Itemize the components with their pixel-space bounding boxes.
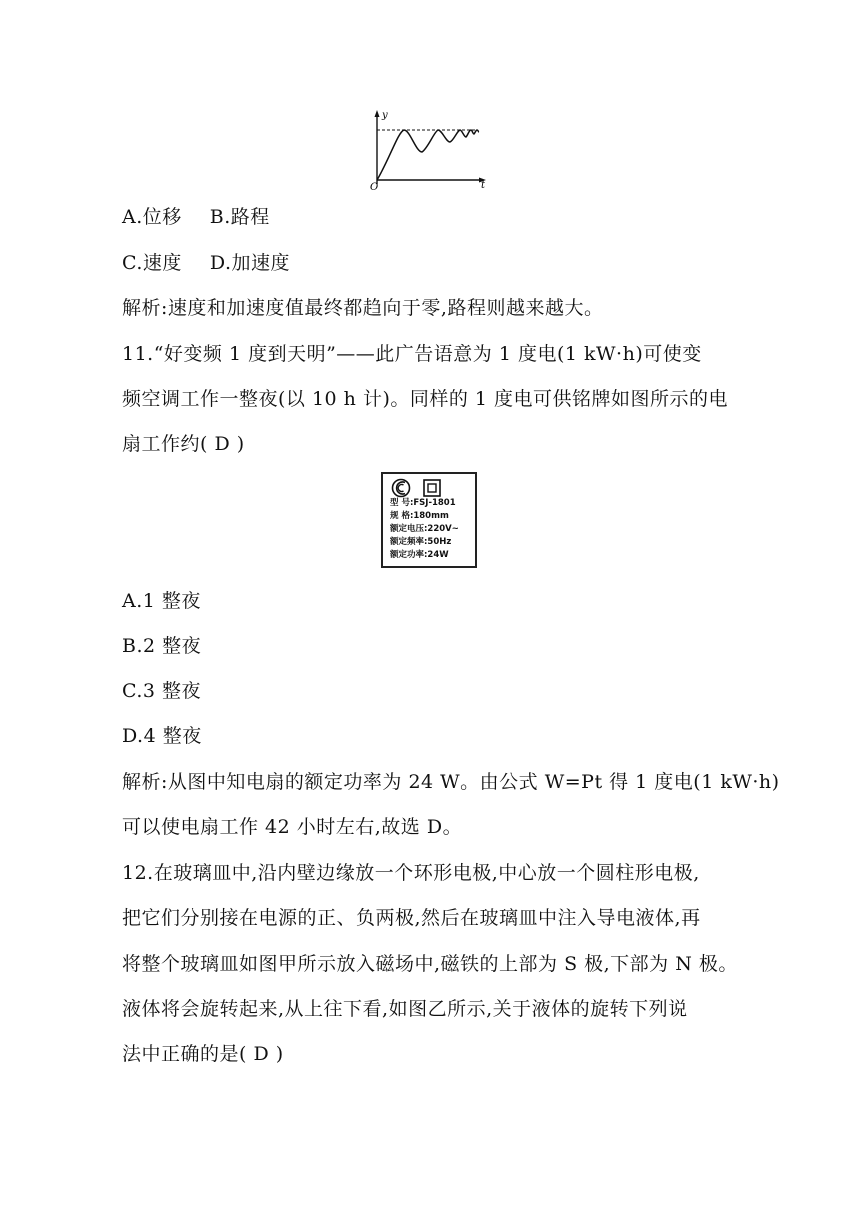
q11-option-a: A.1 整夜 [122, 590, 201, 612]
nameplate-size: 规 格:180mm [390, 511, 449, 521]
q12-stem-line4: 液体将会旋转起来,从上往下看,如图乙所示,关于液体的旋转下列说 [122, 998, 688, 1020]
y-axis-label: y [382, 110, 388, 121]
q10-option-a: A.位移 [122, 206, 182, 228]
q12-stem-line3: 将整个玻璃皿如图甲所示放入磁场中,磁铁的上部为 S 极,下部为 N 极。 [122, 953, 738, 975]
q11-option-b: B.2 整夜 [122, 635, 202, 657]
q11-analysis-line1: 解析:从图中知电扇的额定功率为 24 W。由公式 W=Pt 得 1 度电(1 kW·h) [122, 771, 780, 793]
q11-analysis-line2: 可以使电扇工作 42 小时左右,故选 D。 [122, 816, 463, 838]
displacement-graph [366, 108, 492, 190]
nameplate-model: 型 号:FSJ-1801 [390, 498, 456, 508]
q10-option-b: B.路程 [209, 206, 270, 228]
q10-option-d: D.加速度 [209, 252, 291, 274]
q12-stem-line1: 12.在玻璃皿中,沿内壁边缘放一个环形电极,中心放一个圆柱形电极, [122, 862, 700, 884]
y-axis-arrow [375, 110, 380, 117]
origin-label: O [370, 182, 379, 190]
q11-stem-line3: 扇工作约( D ) [122, 433, 245, 455]
nameplate-frequency: 额定频率:50Hz [390, 537, 452, 547]
curve [377, 130, 479, 180]
q10-options-cd [122, 251, 290, 275]
q12-stem-line2: 把它们分别接在电源的正、负两极,然后在玻璃皿中注入导电液体,再 [122, 907, 701, 929]
q11-stem-line1: 11.“好变频 1 度到天明”——此广告语意为 1 度电(1 kW·h)可使变 [122, 343, 702, 365]
q10-option-c: C.速度 [122, 252, 182, 274]
q10-analysis: 解析:速度和加速度值最终都趋向于零,路程则越来越大。 [122, 297, 604, 319]
q11-option-c: C.3 整夜 [122, 680, 202, 702]
nameplate-voltage: 额定电压:220V~ [390, 524, 459, 534]
fan-nameplate [381, 472, 477, 568]
q12-stem-line5: 法中正确的是( D ) [122, 1043, 284, 1065]
q10-options-ab [122, 205, 270, 229]
q11-stem-line2: 频空调工作一整夜(以 10 h 计)。同样的 1 度电可供铭牌如图所示的电 [122, 388, 729, 410]
t-axis-label: t [481, 180, 486, 190]
q11-option-d: D.4 整夜 [122, 725, 202, 747]
double-insulation-icon [424, 480, 440, 496]
certification-logos [391, 478, 447, 498]
nameplate-power: 额定功率:24W [390, 550, 449, 560]
